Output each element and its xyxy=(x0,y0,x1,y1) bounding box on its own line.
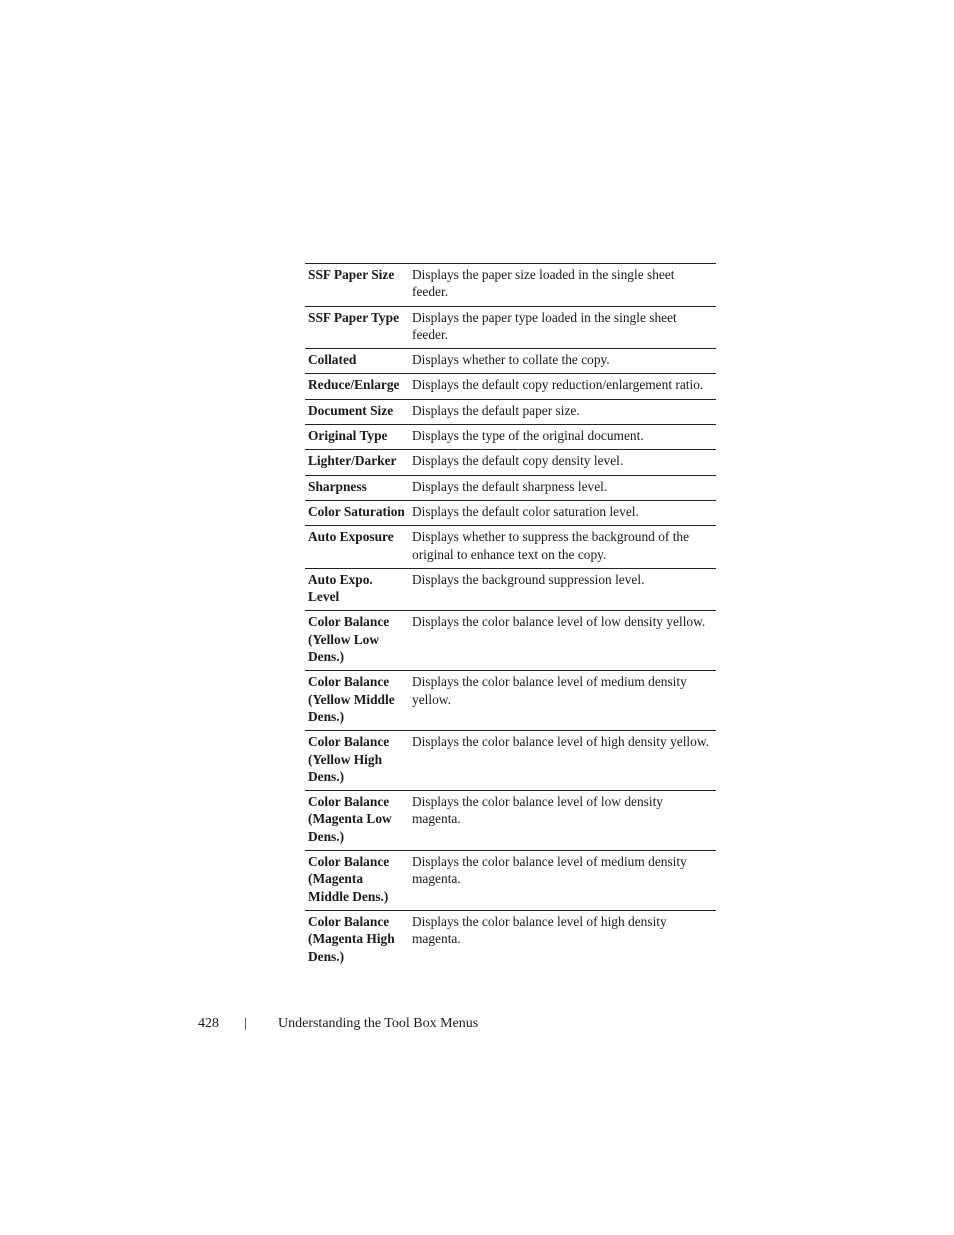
setting-description: Displays the default paper size. xyxy=(412,402,580,418)
setting-description: Displays the color balance level of low density magenta. xyxy=(412,794,664,827)
setting-description: Displays the paper size loaded in the single sheet feeder. xyxy=(412,267,675,300)
table-row xyxy=(305,526,716,569)
setting-name: SSF Paper Type xyxy=(308,309,400,325)
table-row xyxy=(305,306,716,349)
table-row xyxy=(305,425,716,450)
setting-name: Auto Expo. Level xyxy=(308,571,373,605)
table-row xyxy=(305,374,716,399)
setting-name: Reduce/Enlarge xyxy=(308,377,400,393)
footer-separator: | xyxy=(244,1016,247,1031)
setting-description: Displays the color balance level of medium density yellow. xyxy=(412,674,687,707)
table-row xyxy=(305,671,716,731)
table-row xyxy=(305,851,716,911)
setting-description: Displays the default copy density level. xyxy=(412,453,624,469)
setting-name: Color Balance (Yellow Middle Dens.) xyxy=(308,674,395,724)
table-row xyxy=(305,450,716,475)
table-row xyxy=(305,910,716,969)
setting-description: Displays the color balance level of low density yellow. xyxy=(412,614,706,630)
setting-description: Displays whether to collate the copy. xyxy=(412,352,610,368)
setting-description: Displays the color balance level of medium density magenta. xyxy=(412,854,687,887)
table-row xyxy=(305,264,716,307)
table-row xyxy=(305,475,716,500)
table-row xyxy=(305,731,716,791)
footer-section-title: Understanding the Tool Box Menus xyxy=(278,1016,479,1031)
table-row xyxy=(305,611,716,671)
setting-description: Displays the type of the original document. xyxy=(412,428,644,444)
setting-description: Displays the default copy reduction/enlargement ratio. xyxy=(412,377,704,393)
setting-description: Displays the background suppression level. xyxy=(412,571,645,587)
setting-name: Color Balance (Magenta Low Dens.) xyxy=(308,794,392,844)
setting-description: Displays the paper type loaded in the single sheet feeder. xyxy=(412,309,677,342)
setting-name: Collated xyxy=(308,352,357,368)
setting-name: Sharpness xyxy=(308,478,367,494)
setting-name: Color Balance (Magenta High Dens.) xyxy=(308,913,395,964)
setting-name: Color Balance (Yellow High Dens.) xyxy=(308,734,390,784)
setting-description: Displays the default sharpness level. xyxy=(412,478,608,494)
setting-name: Original Type xyxy=(308,428,388,444)
setting-description: Displays whether to suppress the background of the original to enhance text on the copy. xyxy=(412,529,690,562)
setting-name: Lighter/Darker xyxy=(308,453,397,469)
table-row xyxy=(305,568,716,611)
setting-description: Displays the color balance level of high density magenta. xyxy=(412,913,667,947)
setting-name: Color Saturation xyxy=(308,503,405,519)
setting-name: Document Size xyxy=(308,402,394,418)
table-row xyxy=(305,791,716,851)
setting-name: Color Balance (Magenta Middle Dens.) xyxy=(308,854,390,904)
setting-name: Color Balance (Yellow Low Dens.) xyxy=(308,614,390,665)
table-row xyxy=(305,399,716,424)
setting-description: Displays the color balance level of high density yellow. xyxy=(412,734,709,750)
table-row xyxy=(305,349,716,374)
setting-description: Displays the default color saturation level. xyxy=(412,503,639,519)
page-number: 428 xyxy=(198,1016,219,1031)
setting-name: SSF Paper Size xyxy=(308,267,395,282)
table-row xyxy=(305,500,716,525)
settings-table xyxy=(305,263,716,970)
setting-name: Auto Exposure xyxy=(308,529,394,545)
